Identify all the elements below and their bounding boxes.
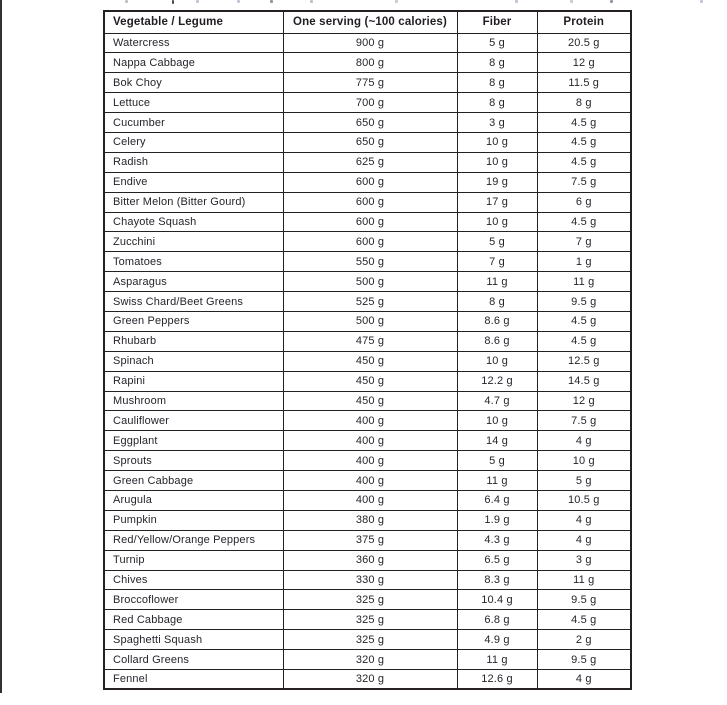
- table-row: [104, 411, 631, 431]
- fiber-cell: 19 g: [457, 172, 537, 192]
- table-row: [104, 252, 631, 272]
- protein-cell: 5 g: [537, 471, 631, 491]
- fiber-cell: 8 g: [457, 53, 537, 73]
- table-row: [104, 272, 631, 292]
- vegetable-name-cell: Asparagus: [104, 272, 283, 292]
- cropped-text-artifact: [610, 0, 613, 3]
- fiber-cell: 5 g: [457, 232, 537, 252]
- table-row: [104, 192, 631, 212]
- vegetable-name-cell: Red/Yellow/Orange Peppers: [104, 530, 283, 550]
- vegetable-name-cell: Radish: [104, 152, 283, 172]
- fiber-cell: 17 g: [457, 192, 537, 212]
- protein-cell: 4.5 g: [537, 212, 631, 232]
- serving-size-cell: 900 g: [283, 33, 457, 53]
- protein-cell: 12 g: [537, 53, 631, 73]
- fiber-cell: 5 g: [457, 451, 537, 471]
- vegetable-name-cell: Bok Choy: [104, 73, 283, 93]
- table-row: [104, 550, 631, 570]
- vegetable-name-cell: Fennel: [104, 670, 283, 690]
- protein-cell: 2 g: [537, 630, 631, 650]
- vegetable-name-cell: Green Cabbage: [104, 471, 283, 491]
- table-row: [104, 630, 631, 650]
- table-row: [104, 292, 631, 312]
- serving-size-cell: 320 g: [283, 650, 457, 670]
- vegetable-name-cell: Zucchini: [104, 232, 283, 252]
- vegetable-name-cell: Chives: [104, 570, 283, 590]
- serving-size-cell: 400 g: [283, 431, 457, 451]
- table-row: [104, 311, 631, 331]
- serving-size-cell: 600 g: [283, 232, 457, 252]
- table-row: [104, 152, 631, 172]
- serving-size-cell: 325 g: [283, 610, 457, 630]
- table-row: [104, 371, 631, 391]
- serving-size-cell: 320 g: [283, 670, 457, 690]
- serving-size-cell: 375 g: [283, 530, 457, 550]
- vegetable-name-cell: Rapini: [104, 371, 283, 391]
- cropped-text-artifact: [700, 0, 703, 3]
- protein-cell: 12.5 g: [537, 351, 631, 371]
- protein-cell: 3 g: [537, 550, 631, 570]
- fiber-cell: 6.4 g: [457, 490, 537, 510]
- protein-cell: 6 g: [537, 192, 631, 212]
- vegetable-name-cell: Endive: [104, 172, 283, 192]
- cropped-text-artifact: [310, 0, 313, 3]
- vegetable-name-cell: Red Cabbage: [104, 610, 283, 630]
- serving-size-cell: 600 g: [283, 192, 457, 212]
- table-row: [104, 670, 631, 690]
- fiber-cell: 11 g: [457, 471, 537, 491]
- table-row: [104, 93, 631, 113]
- serving-size-cell: 600 g: [283, 212, 457, 232]
- vegetable-name-cell: Collard Greens: [104, 650, 283, 670]
- fiber-cell: 10 g: [457, 212, 537, 232]
- fiber-cell: 14 g: [457, 431, 537, 451]
- vegetable-nutrition-table: [103, 10, 632, 690]
- protein-cell: 4 g: [537, 530, 631, 550]
- protein-cell: 11 g: [537, 272, 631, 292]
- cropped-text-artifact: [395, 0, 398, 3]
- fiber-cell: 8.6 g: [457, 311, 537, 331]
- fiber-cell: 12.2 g: [457, 371, 537, 391]
- protein-cell: 20.5 g: [537, 33, 631, 53]
- table-row: [104, 351, 631, 371]
- column-header: Fiber: [457, 11, 537, 33]
- serving-size-cell: 475 g: [283, 331, 457, 351]
- protein-cell: 4 g: [537, 431, 631, 451]
- vegetable-name-cell: Spaghetti Squash: [104, 630, 283, 650]
- protein-cell: 4.5 g: [537, 113, 631, 133]
- cropped-text-artifact: [125, 0, 128, 3]
- table-row: [104, 590, 631, 610]
- protein-cell: 7.5 g: [537, 172, 631, 192]
- protein-cell: 11 g: [537, 570, 631, 590]
- fiber-cell: 4.7 g: [457, 391, 537, 411]
- table-row: [104, 391, 631, 411]
- serving-size-cell: 450 g: [283, 391, 457, 411]
- serving-size-cell: 650 g: [283, 113, 457, 133]
- protein-cell: 4 g: [537, 670, 631, 690]
- column-header: Protein: [537, 11, 631, 33]
- vegetable-name-cell: Arugula: [104, 490, 283, 510]
- fiber-cell: 6.5 g: [457, 550, 537, 570]
- vegetable-name-cell: Eggplant: [104, 431, 283, 451]
- serving-size-cell: 330 g: [283, 570, 457, 590]
- cropped-text-artifact: [196, 0, 199, 3]
- protein-cell: 4.5 g: [537, 152, 631, 172]
- vegetable-name-cell: Cucumber: [104, 113, 283, 133]
- vegetable-name-cell: Watercress: [104, 33, 283, 53]
- protein-cell: 9.5 g: [537, 590, 631, 610]
- serving-size-cell: 525 g: [283, 292, 457, 312]
- vegetable-name-cell: Bitter Melon (Bitter Gourd): [104, 192, 283, 212]
- protein-cell: 4.5 g: [537, 311, 631, 331]
- serving-size-cell: 400 g: [283, 411, 457, 431]
- table-row: [104, 610, 631, 630]
- fiber-cell: 8.3 g: [457, 570, 537, 590]
- table-row: [104, 73, 631, 93]
- protein-cell: 12 g: [537, 391, 631, 411]
- serving-size-cell: 450 g: [283, 351, 457, 371]
- vegetable-name-cell: Green Peppers: [104, 311, 283, 331]
- protein-cell: 1 g: [537, 252, 631, 272]
- protein-cell: 9.5 g: [537, 650, 631, 670]
- serving-size-cell: 325 g: [283, 590, 457, 610]
- fiber-cell: 8 g: [457, 292, 537, 312]
- table-row: [104, 132, 631, 152]
- fiber-cell: 7 g: [457, 252, 537, 272]
- serving-size-cell: 775 g: [283, 73, 457, 93]
- protein-cell: 11.5 g: [537, 73, 631, 93]
- cropped-text-artifact: [570, 0, 573, 3]
- fiber-cell: 12.6 g: [457, 670, 537, 690]
- vegetable-name-cell: Chayote Squash: [104, 212, 283, 232]
- serving-size-cell: 500 g: [283, 311, 457, 331]
- serving-size-cell: 800 g: [283, 53, 457, 73]
- table-row: [104, 490, 631, 510]
- cropped-text-artifact: [172, 0, 174, 4]
- table-row: [104, 212, 631, 232]
- serving-size-cell: 325 g: [283, 630, 457, 650]
- vegetable-name-cell: Lettuce: [104, 93, 283, 113]
- table-row: [104, 650, 631, 670]
- vegetable-name-cell: Broccoflower: [104, 590, 283, 610]
- serving-size-cell: 400 g: [283, 471, 457, 491]
- table-row: [104, 331, 631, 351]
- vegetable-name-cell: Tomatoes: [104, 252, 283, 272]
- protein-cell: 14.5 g: [537, 371, 631, 391]
- protein-cell: 4 g: [537, 510, 631, 530]
- table-row: [104, 53, 631, 73]
- serving-size-cell: 400 g: [283, 490, 457, 510]
- table-row: [104, 431, 631, 451]
- column-header: Vegetable / Legume: [104, 11, 283, 33]
- vegetable-name-cell: Rhubarb: [104, 331, 283, 351]
- table-row: [104, 510, 631, 530]
- vegetable-name-cell: Spinach: [104, 351, 283, 371]
- cropped-text-artifact: [515, 0, 518, 3]
- table-row: [104, 530, 631, 550]
- table-row: [104, 570, 631, 590]
- serving-size-cell: 360 g: [283, 550, 457, 570]
- vegetable-name-cell: Turnip: [104, 550, 283, 570]
- table-row: [104, 113, 631, 133]
- table-row: [104, 471, 631, 491]
- vegetable-name-cell: Nappa Cabbage: [104, 53, 283, 73]
- serving-size-cell: 700 g: [283, 93, 457, 113]
- page-edge-line: [0, 0, 2, 693]
- serving-size-cell: 500 g: [283, 272, 457, 292]
- fiber-cell: 1.9 g: [457, 510, 537, 530]
- vegetable-name-cell: Celery: [104, 132, 283, 152]
- serving-size-cell: 600 g: [283, 172, 457, 192]
- fiber-cell: 10 g: [457, 351, 537, 371]
- serving-size-cell: 650 g: [283, 132, 457, 152]
- protein-cell: 9.5 g: [537, 292, 631, 312]
- fiber-cell: 8 g: [457, 93, 537, 113]
- table-row: [104, 232, 631, 252]
- protein-cell: 4.5 g: [537, 132, 631, 152]
- fiber-cell: 4.3 g: [457, 530, 537, 550]
- column-header: One serving (~100 calories): [283, 11, 457, 33]
- table-header-row: [104, 11, 631, 33]
- fiber-cell: 8 g: [457, 73, 537, 93]
- fiber-cell: 11 g: [457, 272, 537, 292]
- table-row: [104, 451, 631, 471]
- fiber-cell: 6.8 g: [457, 610, 537, 630]
- fiber-cell: 10 g: [457, 132, 537, 152]
- serving-size-cell: 450 g: [283, 371, 457, 391]
- protein-cell: 4.5 g: [537, 331, 631, 351]
- table-row: [104, 172, 631, 192]
- protein-cell: 8 g: [537, 93, 631, 113]
- serving-size-cell: 550 g: [283, 252, 457, 272]
- protein-cell: 7.5 g: [537, 411, 631, 431]
- cropped-text-artifact: [270, 0, 273, 3]
- vegetable-name-cell: Cauliflower: [104, 411, 283, 431]
- protein-cell: 10.5 g: [537, 490, 631, 510]
- fiber-cell: 5 g: [457, 33, 537, 53]
- vegetable-name-cell: Mushroom: [104, 391, 283, 411]
- fiber-cell: 10 g: [457, 152, 537, 172]
- fiber-cell: 3 g: [457, 113, 537, 133]
- serving-size-cell: 400 g: [283, 451, 457, 471]
- table-row: [104, 33, 631, 53]
- protein-cell: 10 g: [537, 451, 631, 471]
- fiber-cell: 4.9 g: [457, 630, 537, 650]
- serving-size-cell: 380 g: [283, 510, 457, 530]
- fiber-cell: 11 g: [457, 650, 537, 670]
- vegetable-name-cell: Sprouts: [104, 451, 283, 471]
- vegetable-name-cell: Swiss Chard/Beet Greens: [104, 292, 283, 312]
- fiber-cell: 10 g: [457, 411, 537, 431]
- protein-cell: 7 g: [537, 232, 631, 252]
- serving-size-cell: 625 g: [283, 152, 457, 172]
- cropped-text-artifact: [237, 0, 240, 3]
- fiber-cell: 8.6 g: [457, 331, 537, 351]
- fiber-cell: 10.4 g: [457, 590, 537, 610]
- vegetable-name-cell: Pumpkin: [104, 510, 283, 530]
- protein-cell: 4.5 g: [537, 610, 631, 630]
